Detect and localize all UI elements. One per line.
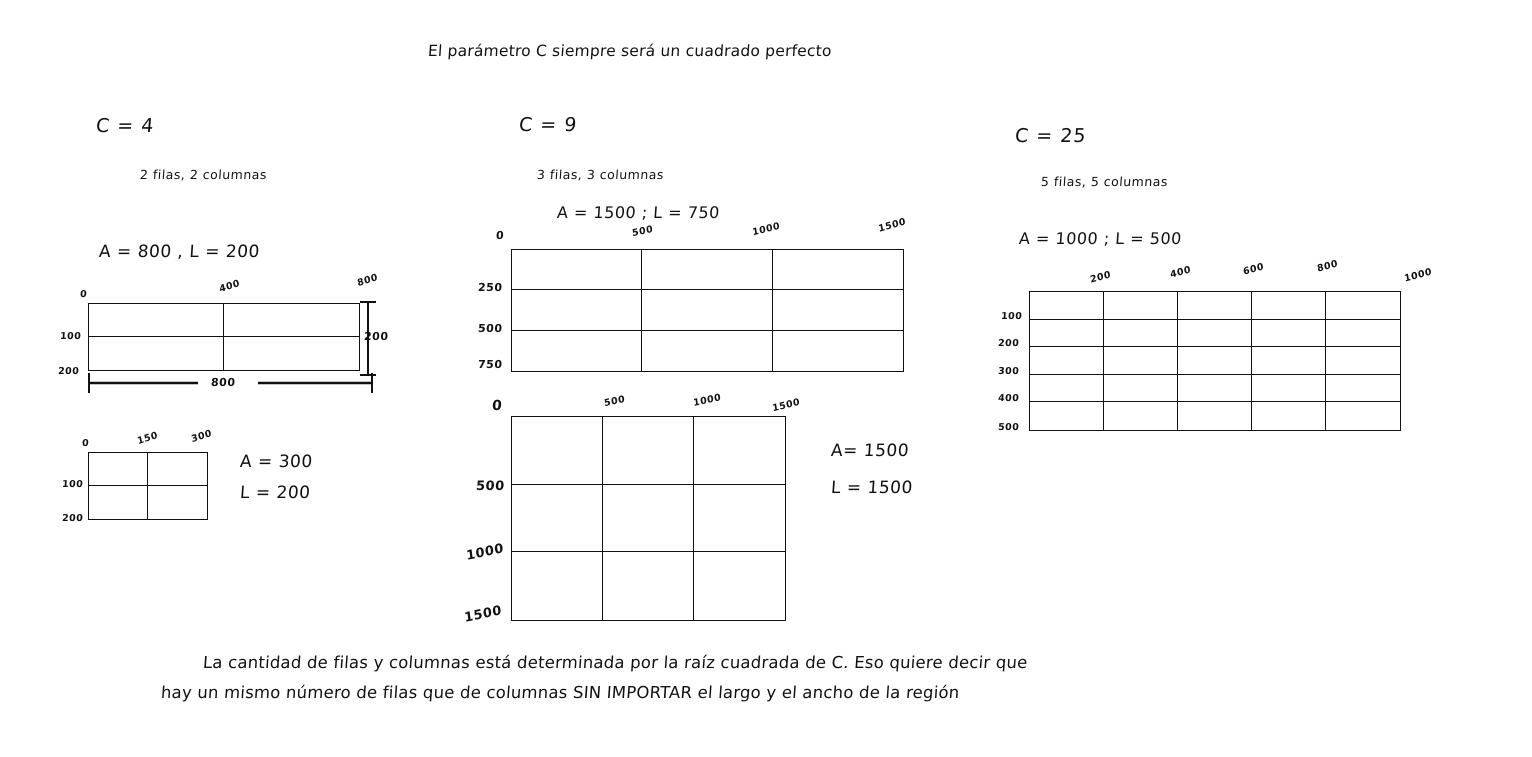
grid-cell <box>512 417 603 485</box>
xtick-c25-1: 400 <box>1169 264 1192 281</box>
xtick-c9-1-3: 1500 <box>877 216 907 235</box>
case-heading-c9: C = 9 <box>518 114 579 136</box>
formula-l-c9-grid2: L = 1500 <box>830 478 914 498</box>
case-subheading-c4: 2 filas, 2 columnas <box>139 167 268 182</box>
grid-cell <box>694 485 785 553</box>
case-subheading-c25: 5 filas, 5 columnas <box>1040 174 1169 189</box>
ytick-c9-2-2: 1000 <box>465 541 505 564</box>
formula-a-c4-grid2: A = 300 <box>239 452 314 472</box>
grid-cell <box>1326 402 1400 430</box>
formula-c25-grid1: A = 1000 ; L = 500 <box>1018 229 1183 248</box>
grid-cell <box>642 250 772 290</box>
xtick-c9-1-1: 500 <box>631 223 654 240</box>
grid-cell <box>603 552 694 620</box>
grid-cell <box>1030 320 1104 348</box>
ytick-c9-1-2: 500 <box>477 322 503 335</box>
grid-cell <box>512 331 642 371</box>
grid-c4-2 <box>88 452 208 520</box>
ytick-c25-4: 500 <box>997 422 1020 433</box>
grid-cell <box>1252 375 1326 403</box>
case-heading-c25: C = 25 <box>1014 125 1088 147</box>
xtick-c9-1-0: 0 <box>495 229 505 242</box>
ytick-c9-1-3: 750 <box>477 358 503 371</box>
grid-cell <box>1030 375 1104 403</box>
grid-cell <box>512 250 642 290</box>
width-label-c4-1: 800 <box>210 376 236 389</box>
xtick-c4-2-0: 0 <box>81 438 90 449</box>
grid-cell <box>1030 292 1104 320</box>
grid-cell <box>1252 347 1326 375</box>
grid-cell <box>148 486 207 519</box>
grid-cell <box>773 290 903 330</box>
grid-cell <box>512 290 642 330</box>
grid-cell <box>1252 320 1326 348</box>
page-title: El parámetro C siempre será un cuadrado perfecto <box>427 42 833 60</box>
grid-cell <box>1104 320 1178 348</box>
grid-cell <box>1178 402 1252 430</box>
grid-cell <box>773 250 903 290</box>
grid-cell <box>1252 402 1326 430</box>
xtick-c4-2-2: 300 <box>190 427 214 446</box>
footer-line-2: hay un mismo número de filas que de columnas SIN IMPORTAR el largo y el ancho de la región <box>160 683 961 702</box>
ytick-c25-3: 400 <box>997 393 1020 404</box>
grid-cell <box>642 290 772 330</box>
xtick-c25-0: 200 <box>1089 269 1112 286</box>
grid-cell <box>512 485 603 553</box>
grid-cell <box>89 453 148 486</box>
grid-cell <box>1030 347 1104 375</box>
grid-cell <box>1104 375 1178 403</box>
grid-cell <box>1326 292 1400 320</box>
grid-cell <box>642 331 772 371</box>
grid-c9-1 <box>511 249 904 372</box>
ytick-c4-2-1: 100 <box>61 479 84 490</box>
ytick-c9-1-1: 250 <box>477 281 503 294</box>
xtick-c9-2-0: 0 <box>491 398 503 414</box>
ytick-c4-1-2: 200 <box>57 366 80 377</box>
grid-cell <box>1252 292 1326 320</box>
grid-cell <box>89 486 148 519</box>
case-subheading-c9: 3 filas, 3 columnas <box>536 167 665 182</box>
grid-c25-1 <box>1029 291 1401 431</box>
grid-cell <box>1178 292 1252 320</box>
formula-c9-grid1: A = 1500 ; L = 750 <box>556 203 721 222</box>
ytick-c9-2-3: 1500 <box>463 603 503 626</box>
grid-cell <box>1104 292 1178 320</box>
xtick-c4-2-1: 150 <box>136 429 160 448</box>
xtick-c4-1-1: 400 <box>218 277 242 296</box>
grid-cell <box>603 485 694 553</box>
grid-c9-2 <box>511 416 786 621</box>
grid-cell <box>773 331 903 371</box>
xtick-c25-3: 800 <box>1316 258 1339 275</box>
grid-cell <box>1030 402 1104 430</box>
ytick-c25-2: 300 <box>997 366 1020 377</box>
formula-c4-grid1: A = 800 , L = 200 <box>98 242 261 262</box>
grid-cell <box>1178 347 1252 375</box>
grid-cell <box>603 417 694 485</box>
grid-cell <box>1104 402 1178 430</box>
grid-cell <box>694 417 785 485</box>
xtick-c9-2-2: 1000 <box>692 392 722 409</box>
grid-cell <box>1178 375 1252 403</box>
grid-cell <box>1326 347 1400 375</box>
xtick-c4-1-2: 800 <box>356 271 380 290</box>
xtick-c9-2-1: 500 <box>603 393 626 410</box>
ytick-c9-2-1: 500 <box>475 479 506 494</box>
xtick-c9-2-3: 1500 <box>771 396 801 415</box>
case-heading-c4: C = 4 <box>95 115 156 137</box>
ytick-c25-1: 200 <box>997 338 1020 349</box>
ytick-c25-0: 100 <box>1000 311 1023 322</box>
grid-cell <box>512 552 603 620</box>
grid-cell <box>1326 320 1400 348</box>
xtick-c25-2: 600 <box>1242 261 1265 278</box>
xtick-c25-4: 1000 <box>1403 266 1433 285</box>
grid-cell <box>1104 347 1178 375</box>
grid-cell <box>1178 320 1252 348</box>
xtick-c4-1-0: 0 <box>79 289 88 300</box>
ytick-c4-1-1: 100 <box>59 331 82 342</box>
footer-line-1: La cantidad de filas y columnas está determinada por la raíz cuadrada de C. Eso quiere decir que <box>202 653 1029 672</box>
formula-a-c9-grid2: A= 1500 <box>830 441 910 461</box>
height-label-c4-1: 200 <box>363 330 389 343</box>
formula-l-c4-grid2: L = 200 <box>239 483 312 503</box>
xtick-c9-1-2: 1000 <box>751 220 781 239</box>
grid-cell <box>1326 375 1400 403</box>
grid-cell <box>148 453 207 486</box>
grid-cell <box>694 552 785 620</box>
ytick-c4-2-2: 200 <box>61 513 84 524</box>
